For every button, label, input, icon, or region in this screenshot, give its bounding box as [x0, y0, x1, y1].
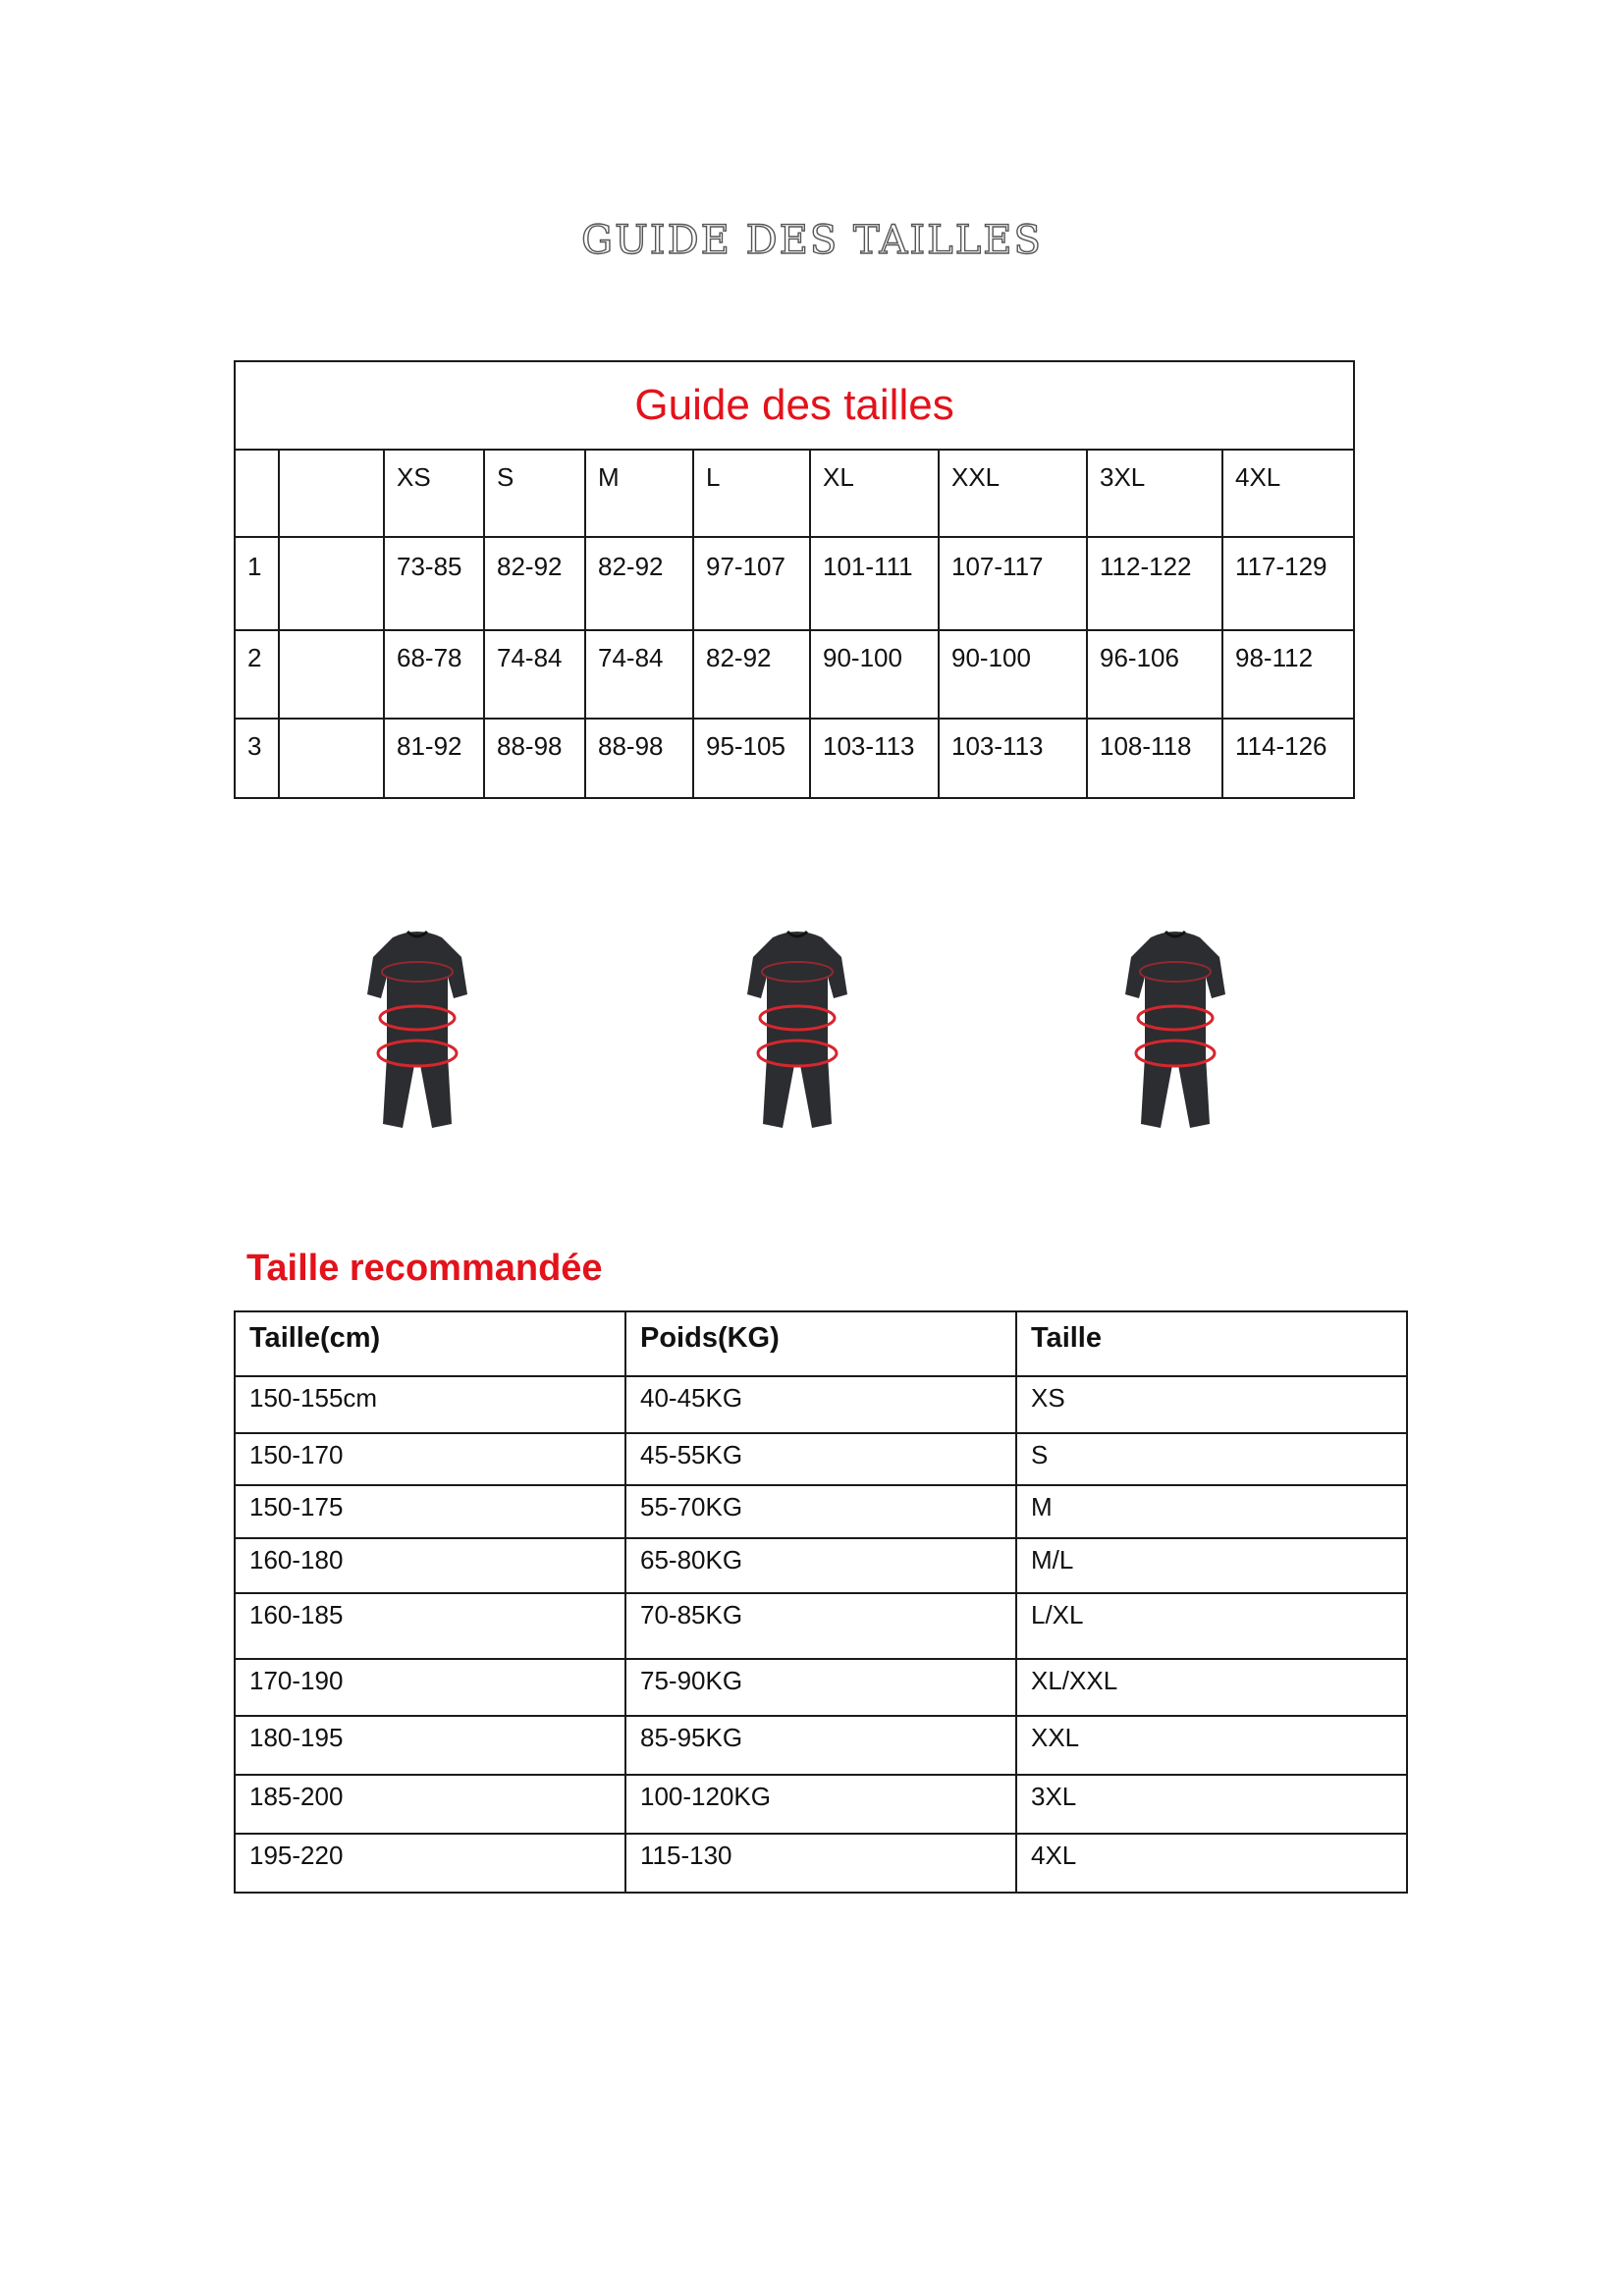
size-header-cell: S	[484, 450, 585, 537]
table-row	[235, 1433, 1407, 1485]
measurement-cell: 97-107	[693, 537, 810, 630]
size-header-cell: 4XL	[1222, 450, 1354, 537]
size-cell: M	[1016, 1485, 1407, 1538]
height-cell: 150-170	[235, 1433, 625, 1485]
size-header-cell: XS	[384, 450, 484, 537]
size-cell: 4XL	[1016, 1834, 1407, 1893]
header-weight: Poids(KG)	[625, 1311, 1016, 1376]
size-header-cell: XXL	[939, 450, 1087, 537]
ems-suit-waist-measure-icon	[363, 918, 471, 1144]
weight-cell: 55-70KG	[625, 1485, 1016, 1538]
size-header-cell: XL	[810, 450, 939, 537]
height-cell: 170-190	[235, 1659, 625, 1716]
measurement-cell: 95-105	[693, 719, 810, 798]
page-title: GUIDE DES TAILLES	[581, 218, 1043, 263]
row-label: 1	[235, 537, 279, 630]
measurement-row	[235, 630, 1354, 719]
height-cell: 180-195	[235, 1716, 625, 1775]
measurement-cell: 117-129	[1222, 537, 1354, 630]
size-header-cell: 3XL	[1087, 450, 1222, 537]
weight-cell: 70-85KG	[625, 1593, 1016, 1659]
suit-svg	[363, 918, 471, 1144]
measurement-cell: 74-84	[585, 630, 693, 719]
empty-cell	[235, 450, 279, 537]
size-header-row	[235, 450, 1354, 537]
measurement-cell: 81-92	[384, 719, 484, 798]
measurement-cell: 108-118	[1087, 719, 1222, 798]
size-cell: XL/XXL	[1016, 1659, 1407, 1716]
header-height: Taille(cm)	[235, 1311, 625, 1376]
measurement-cell: 88-98	[484, 719, 585, 798]
weight-cell: 75-90KG	[625, 1659, 1016, 1716]
size-cell: M/L	[1016, 1538, 1407, 1593]
measurement-cell: 88-98	[585, 719, 693, 798]
empty-cell	[279, 630, 384, 719]
measurement-row	[235, 719, 1354, 798]
empty-cell	[279, 537, 384, 630]
height-cell: 185-200	[235, 1775, 625, 1834]
row-label: 2	[235, 630, 279, 719]
measurement-cell: 82-92	[585, 537, 693, 630]
height-cell: 160-180	[235, 1538, 625, 1593]
table-header-row	[235, 1311, 1407, 1376]
weight-cell: 100-120KG	[625, 1775, 1016, 1834]
size-cell: S	[1016, 1433, 1407, 1485]
measurement-cell: 98-112	[1222, 630, 1354, 719]
table-row	[235, 1775, 1407, 1834]
empty-cell	[279, 719, 384, 798]
size-guide-table	[234, 360, 1355, 799]
header-size: Taille	[1016, 1311, 1407, 1376]
weight-cell: 40-45KG	[625, 1376, 1016, 1433]
measurement-cell: 82-92	[693, 630, 810, 719]
measurement-cell: 114-126	[1222, 719, 1354, 798]
size-header-cell: M	[585, 450, 693, 537]
table-row	[235, 1485, 1407, 1538]
measurement-cell: 96-106	[1087, 630, 1222, 719]
table-row	[235, 1834, 1407, 1893]
size-cell: XS	[1016, 1376, 1407, 1433]
measurement-cell: 90-100	[939, 630, 1087, 719]
measurement-cell: 82-92	[484, 537, 585, 630]
weight-cell: 115-130	[625, 1834, 1016, 1893]
table-row	[235, 1659, 1407, 1716]
table-row	[235, 1593, 1407, 1659]
size-cell: L/XL	[1016, 1593, 1407, 1659]
measurement-cell: 73-85	[384, 537, 484, 630]
suit-svg	[1121, 918, 1229, 1144]
empty-cell	[279, 450, 384, 537]
weight-cell: 85-95KG	[625, 1716, 1016, 1775]
measurement-cell: 90-100	[810, 630, 939, 719]
row-label: 3	[235, 719, 279, 798]
measurement-cell: 101-111	[810, 537, 939, 630]
size-header-cell: L	[693, 450, 810, 537]
table-row	[235, 1716, 1407, 1775]
height-cell: 195-220	[235, 1834, 625, 1893]
suit-svg	[743, 918, 851, 1144]
height-cell: 150-155cm	[235, 1376, 625, 1433]
recommended-size-title: Taille recommandée	[246, 1248, 603, 1289]
height-cell: 150-175	[235, 1485, 625, 1538]
height-cell: 160-185	[235, 1593, 625, 1659]
measurement-row	[235, 537, 1354, 630]
measurement-cell: 68-78	[384, 630, 484, 719]
measurement-cell: 103-113	[810, 719, 939, 798]
measurement-cell: 103-113	[939, 719, 1087, 798]
size-cell: XXL	[1016, 1716, 1407, 1775]
size-cell: 3XL	[1016, 1775, 1407, 1834]
ems-suit-hip-measure-icon	[743, 918, 851, 1144]
ems-suit-chest-measure-icon	[1121, 918, 1229, 1144]
recommended-size-table	[234, 1310, 1408, 1894]
table-row	[235, 1538, 1407, 1593]
measurement-cell: 107-117	[939, 537, 1087, 630]
size-guide-caption: Guide des tailles	[235, 361, 1354, 450]
weight-cell: 45-55KG	[625, 1433, 1016, 1485]
weight-cell: 65-80KG	[625, 1538, 1016, 1593]
measurement-cell: 112-122	[1087, 537, 1222, 630]
measurement-cell: 74-84	[484, 630, 585, 719]
table-row	[235, 1376, 1407, 1433]
